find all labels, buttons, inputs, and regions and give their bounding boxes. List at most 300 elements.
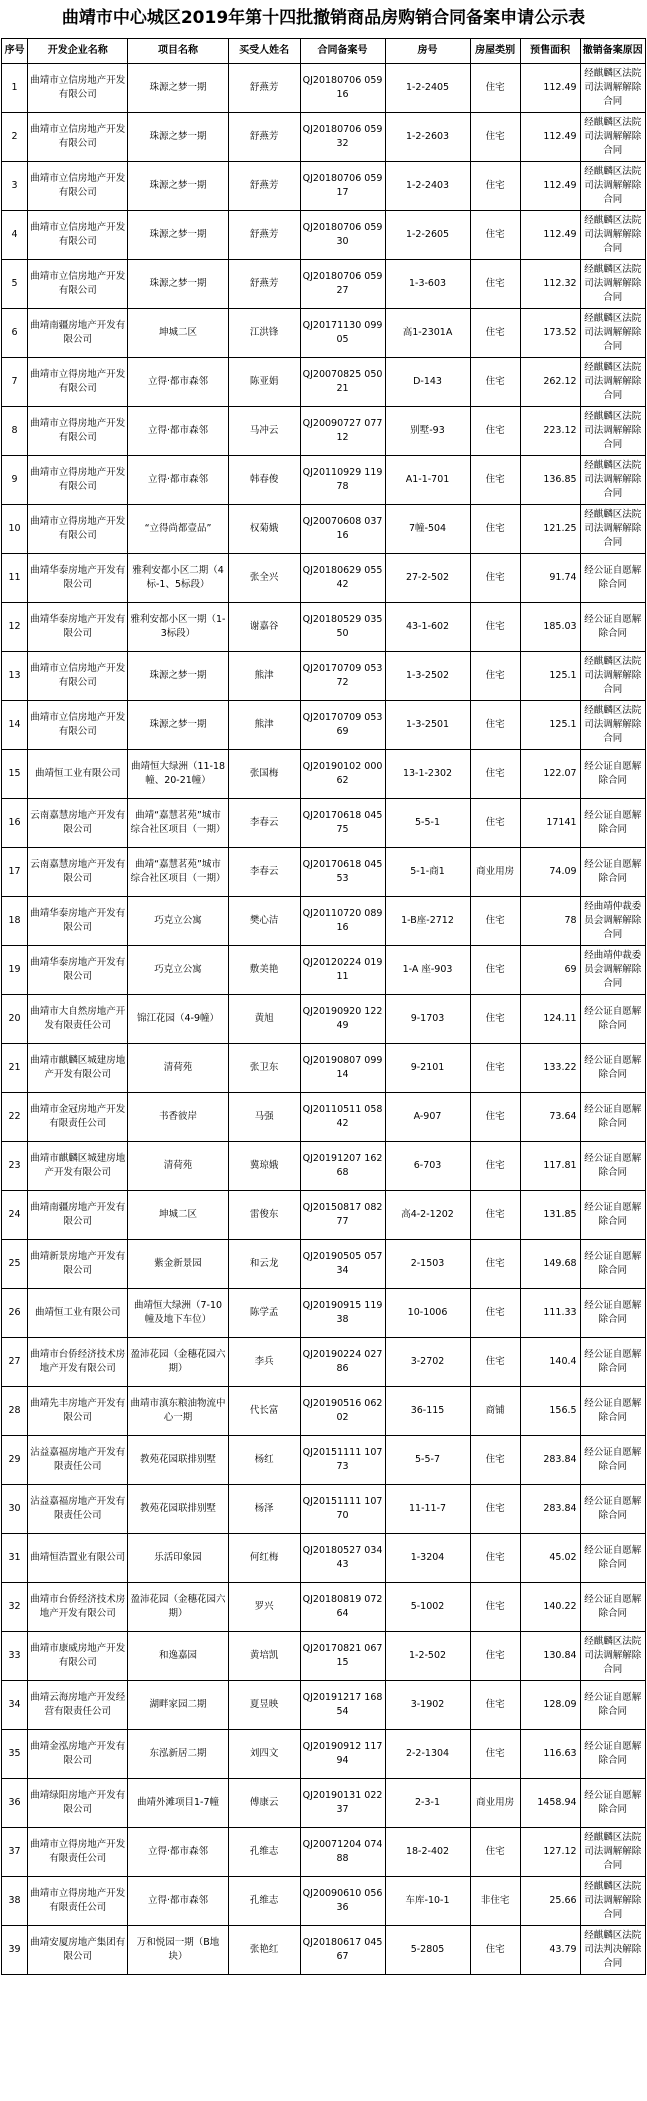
cell-seq: 23 — [2, 1142, 28, 1191]
cell-contract-no: QJ20090727 07712 — [300, 407, 385, 456]
cell-cancel-reason: 经公证自愿解除合同 — [580, 1044, 645, 1093]
cell-presale-area: 91.74 — [520, 554, 580, 603]
cell-contract-no: QJ20190807 09914 — [300, 1044, 385, 1093]
cell-property-type: 住宅 — [470, 1583, 520, 1632]
cell-room-no: 9-1703 — [385, 995, 470, 1044]
cell-contract-no: QJ20180819 07264 — [300, 1583, 385, 1632]
cell-property-type: 住宅 — [470, 1730, 520, 1779]
cell-contract-no: QJ20190915 11938 — [300, 1289, 385, 1338]
cell-buyer: 张卫东 — [228, 1044, 300, 1093]
cell-project: 曲靖恒大绿洲（7-10幢及地下车位） — [128, 1289, 228, 1338]
cell-property-type: 住宅 — [470, 1632, 520, 1681]
cell-project: 立得·都市森邻 — [128, 1828, 228, 1877]
cell-property-type: 住宅 — [470, 750, 520, 799]
cell-buyer: 舒燕芳 — [228, 162, 300, 211]
table-row — [2, 897, 646, 946]
cell-room-no: 18-2-402 — [385, 1828, 470, 1877]
table-body — [2, 64, 646, 1975]
cell-seq: 33 — [2, 1632, 28, 1681]
table-row — [2, 750, 646, 799]
cell-project: 雅利安都小区二期（4标-1、5标段） — [128, 554, 228, 603]
cell-buyer: 黄培凯 — [228, 1632, 300, 1681]
cell-seq: 9 — [2, 456, 28, 505]
cell-seq: 21 — [2, 1044, 28, 1093]
cell-presale-area: 17141 — [520, 799, 580, 848]
cell-contract-no: QJ20190912 11794 — [300, 1730, 385, 1779]
cell-contract-no: QJ20171130 09905 — [300, 309, 385, 358]
cell-cancel-reason: 经公证自愿解除合同 — [580, 603, 645, 652]
cell-seq: 16 — [2, 799, 28, 848]
cell-project: 珠源之梦一期 — [128, 113, 228, 162]
column-header-room-no: 房号 — [385, 39, 470, 64]
cell-contract-no: QJ20151111 10770 — [300, 1485, 385, 1534]
cell-developer: 曲靖市立信房地产开发有限公司 — [28, 162, 128, 211]
cell-developer: 曲靖市立信房地产开发有限公司 — [28, 701, 128, 750]
cell-contract-no: QJ20110720 08916 — [300, 897, 385, 946]
cell-project: 曲靖外滩项目1-7幢 — [128, 1779, 228, 1828]
cell-property-type: 住宅 — [470, 1681, 520, 1730]
cell-buyer: 冀琼娥 — [228, 1142, 300, 1191]
cell-contract-no: QJ20170618 04575 — [300, 799, 385, 848]
cell-cancel-reason: 经麒麟区法院司法调解解除合同 — [580, 652, 645, 701]
cell-seq: 35 — [2, 1730, 28, 1779]
cell-seq: 30 — [2, 1485, 28, 1534]
cell-buyer: 马冲云 — [228, 407, 300, 456]
cell-property-type: 住宅 — [470, 1240, 520, 1289]
cell-developer: 曲靖市立得房地产开发有限公司 — [28, 358, 128, 407]
cell-presale-area: 133.22 — [520, 1044, 580, 1093]
cell-contract-no: QJ20190224 02786 — [300, 1338, 385, 1387]
cell-seq: 29 — [2, 1436, 28, 1485]
cell-contract-no: QJ20180706 05916 — [300, 64, 385, 113]
cell-buyer: 代长富 — [228, 1387, 300, 1436]
cell-room-no: A-907 — [385, 1093, 470, 1142]
cell-room-no: 11-11-7 — [385, 1485, 470, 1534]
cell-seq: 18 — [2, 897, 28, 946]
cell-cancel-reason: 经麒麟区法院司法调解解除合同 — [580, 64, 645, 113]
cell-project: 珠源之梦一期 — [128, 260, 228, 309]
cell-buyer: 刘四文 — [228, 1730, 300, 1779]
cell-seq: 11 — [2, 554, 28, 603]
cell-room-no: 2-3-1 — [385, 1779, 470, 1828]
cell-developer: 曲靖绿阳房地产开发有限公司 — [28, 1779, 128, 1828]
cell-property-type: 住宅 — [470, 946, 520, 995]
cell-buyer: 樊心洁 — [228, 897, 300, 946]
cell-buyer: 夏昱映 — [228, 1681, 300, 1730]
cell-developer: 云南嘉慧房地产开发有限公司 — [28, 848, 128, 897]
cell-developer: 曲靖市立信房地产开发有限公司 — [28, 652, 128, 701]
table-header-row — [2, 39, 646, 64]
cell-seq: 19 — [2, 946, 28, 995]
column-header-developer: 开发企业名称 — [28, 39, 128, 64]
table-row — [2, 1485, 646, 1534]
table-row — [2, 1730, 646, 1779]
cell-contract-no: QJ20070608 03716 — [300, 505, 385, 554]
cell-cancel-reason: 经公证自愿解除合同 — [580, 1191, 645, 1240]
table-row — [2, 1289, 646, 1338]
cell-seq: 36 — [2, 1779, 28, 1828]
cell-property-type: 住宅 — [470, 407, 520, 456]
table-row — [2, 1534, 646, 1583]
table-row — [2, 260, 646, 309]
cancellation-table — [1, 38, 646, 1975]
column-header-buyer: 买受人姓名 — [228, 39, 300, 64]
cell-seq: 13 — [2, 652, 28, 701]
cell-property-type: 商业用房 — [470, 1779, 520, 1828]
cell-presale-area: 121.25 — [520, 505, 580, 554]
cell-developer: 曲靖新景房地产开发有限公司 — [28, 1240, 128, 1289]
cell-presale-area: 74.09 — [520, 848, 580, 897]
cell-cancel-reason: 经麒麟区法院司法调解解除合同 — [580, 1632, 645, 1681]
cell-developer: 曲靖市立信房地产开发有限公司 — [28, 113, 128, 162]
cell-buyer: 李春云 — [228, 799, 300, 848]
cell-presale-area: 78 — [520, 897, 580, 946]
cell-presale-area: 25.66 — [520, 1877, 580, 1926]
cell-contract-no: QJ20120224 01911 — [300, 946, 385, 995]
table-row — [2, 407, 646, 456]
cell-buyer: 黄旭 — [228, 995, 300, 1044]
table-row — [2, 113, 646, 162]
cell-seq: 6 — [2, 309, 28, 358]
cell-cancel-reason: 经麒麟区法院司法调解解除合同 — [580, 505, 645, 554]
cell-cancel-reason: 经公证自愿解除合同 — [580, 995, 645, 1044]
cell-seq: 31 — [2, 1534, 28, 1583]
cell-contract-no: QJ20110929 11978 — [300, 456, 385, 505]
cell-cancel-reason: 经麒麟区法院司法调解解除合同 — [580, 309, 645, 358]
table-row — [2, 1681, 646, 1730]
column-header-seq: 序号 — [2, 39, 28, 64]
table-row — [2, 1583, 646, 1632]
cell-project: 乐活印象园 — [128, 1534, 228, 1583]
table-row — [2, 1436, 646, 1485]
cell-contract-no: QJ20190131 02237 — [300, 1779, 385, 1828]
cell-presale-area: 122.07 — [520, 750, 580, 799]
cell-room-no: 1-3-2502 — [385, 652, 470, 701]
cell-property-type: 非住宅 — [470, 1877, 520, 1926]
cell-presale-area: 130.84 — [520, 1632, 580, 1681]
cell-seq: 8 — [2, 407, 28, 456]
cell-cancel-reason: 经曲靖仲裁委员会调解解除合同 — [580, 897, 645, 946]
cell-presale-area: 125.1 — [520, 701, 580, 750]
cell-seq: 14 — [2, 701, 28, 750]
cell-seq: 26 — [2, 1289, 28, 1338]
cell-cancel-reason: 经公证自愿解除合同 — [580, 1779, 645, 1828]
cell-cancel-reason: 经公证自愿解除合同 — [580, 1289, 645, 1338]
cell-property-type: 住宅 — [470, 260, 520, 309]
cell-seq: 4 — [2, 211, 28, 260]
cell-developer: 曲靖市麒麟区城建房地产开发有限公司 — [28, 1044, 128, 1093]
cell-cancel-reason: 经公证自愿解除合同 — [580, 1681, 645, 1730]
cell-buyer: 李兵 — [228, 1338, 300, 1387]
cell-contract-no: QJ20151111 10773 — [300, 1436, 385, 1485]
cell-project: 曲靖“嘉慧茗苑”城市综合社区项目（一期） — [128, 799, 228, 848]
cell-developer: 曲靖市立得房地产开发有限责任公司 — [28, 1877, 128, 1926]
table-row — [2, 995, 646, 1044]
cell-room-no: 2-1503 — [385, 1240, 470, 1289]
cell-property-type: 住宅 — [470, 897, 520, 946]
table-row — [2, 1240, 646, 1289]
cell-property-type: 住宅 — [470, 701, 520, 750]
cell-presale-area: 173.52 — [520, 309, 580, 358]
column-header-cancel-reason: 撤销备案原因 — [580, 39, 645, 64]
cell-property-type: 住宅 — [470, 1926, 520, 1975]
cell-contract-no: QJ20191217 16854 — [300, 1681, 385, 1730]
cell-presale-area: 112.49 — [520, 211, 580, 260]
cell-project: 立得·都市森邻 — [128, 358, 228, 407]
cell-presale-area: 117.81 — [520, 1142, 580, 1191]
cell-cancel-reason: 经公证自愿解除合同 — [580, 554, 645, 603]
cell-buyer: 张国梅 — [228, 750, 300, 799]
cell-presale-area: 116.63 — [520, 1730, 580, 1779]
table-row — [2, 848, 646, 897]
cell-developer: 曲靖华泰房地产开发有限公司 — [28, 554, 128, 603]
cell-property-type: 住宅 — [470, 1338, 520, 1387]
cell-contract-no: QJ20170618 04553 — [300, 848, 385, 897]
cell-room-no: 1-3204 — [385, 1534, 470, 1583]
cell-developer: 云南嘉慧房地产开发有限公司 — [28, 799, 128, 848]
cell-room-no: 43-1-602 — [385, 603, 470, 652]
cell-developer: 曲靖恒工业有限公司 — [28, 750, 128, 799]
cell-property-type: 住宅 — [470, 309, 520, 358]
cell-contract-no: QJ20190516 06202 — [300, 1387, 385, 1436]
cell-room-no: 别墅-93 — [385, 407, 470, 456]
column-header-contract-no: 合同备案号 — [300, 39, 385, 64]
table-row — [2, 1338, 646, 1387]
table-row — [2, 456, 646, 505]
cell-seq: 38 — [2, 1877, 28, 1926]
cell-project: 盈沛花园（金穗花园六期） — [128, 1583, 228, 1632]
cell-property-type: 商铺 — [470, 1387, 520, 1436]
cell-property-type: 住宅 — [470, 1289, 520, 1338]
table-row — [2, 946, 646, 995]
cell-property-type: 住宅 — [470, 603, 520, 652]
cell-room-no: 1-3-2501 — [385, 701, 470, 750]
cell-seq: 12 — [2, 603, 28, 652]
cell-project: 书香彼岸 — [128, 1093, 228, 1142]
column-header-presale-area: 预售面积 — [520, 39, 580, 64]
cell-developer: 沾益嘉福房地产开发有限责任公司 — [28, 1436, 128, 1485]
cell-room-no: A1-1-701 — [385, 456, 470, 505]
cell-property-type: 住宅 — [470, 64, 520, 113]
cell-contract-no: QJ20190102 00062 — [300, 750, 385, 799]
cell-developer: 曲靖先丰房地产开发有限公司 — [28, 1387, 128, 1436]
cell-developer: 曲靖南疆房地产开发有限公司 — [28, 1191, 128, 1240]
table-row — [2, 211, 646, 260]
cell-developer: 曲靖市立得房地产开发有限公司 — [28, 407, 128, 456]
cell-project: 曲靖市滇东粮油物流中心一期 — [128, 1387, 228, 1436]
cell-presale-area: 69 — [520, 946, 580, 995]
cell-developer: 曲靖恒工业有限公司 — [28, 1289, 128, 1338]
cell-presale-area: 112.49 — [520, 162, 580, 211]
cell-project: 珠源之梦一期 — [128, 162, 228, 211]
cell-project: 巧克立公寓 — [128, 946, 228, 995]
cell-room-no: 13-1-2302 — [385, 750, 470, 799]
cell-buyer: 张全兴 — [228, 554, 300, 603]
cell-buyer: 张艳红 — [228, 1926, 300, 1975]
cell-buyer: 何红梅 — [228, 1534, 300, 1583]
cell-contract-no: QJ20070825 05021 — [300, 358, 385, 407]
cell-contract-no: QJ20180706 05927 — [300, 260, 385, 309]
table-row — [2, 1779, 646, 1828]
cell-contract-no: QJ20110511 05842 — [300, 1093, 385, 1142]
cell-presale-area: 223.12 — [520, 407, 580, 456]
cell-cancel-reason: 经公证自愿解除合同 — [580, 848, 645, 897]
cell-developer: 曲靖市立得房地产开发有限公司 — [28, 456, 128, 505]
cell-contract-no: QJ20170709 05372 — [300, 652, 385, 701]
cell-cancel-reason: 经麒麟区法院司法调解解除合同 — [580, 113, 645, 162]
table-row — [2, 701, 646, 750]
cell-presale-area: 127.12 — [520, 1828, 580, 1877]
cell-room-no: 6-703 — [385, 1142, 470, 1191]
cell-buyer: 杨泽 — [228, 1485, 300, 1534]
cell-project: 盈沛花园（金穗花园六期） — [128, 1338, 228, 1387]
cell-cancel-reason: 经麒麟区法院司法调解解除合同 — [580, 456, 645, 505]
cell-developer: 曲靖华泰房地产开发有限公司 — [28, 603, 128, 652]
cell-buyer: 罗兴 — [228, 1583, 300, 1632]
cell-buyer: 和云龙 — [228, 1240, 300, 1289]
cell-buyer: 孔维志 — [228, 1877, 300, 1926]
cell-project: 清荷苑 — [128, 1044, 228, 1093]
cell-property-type: 住宅 — [470, 1093, 520, 1142]
cell-presale-area: 185.03 — [520, 603, 580, 652]
cell-buyer: 舒燕芳 — [228, 260, 300, 309]
cell-project: 立得·都市森邻 — [128, 456, 228, 505]
cell-project: 坤城二区 — [128, 1191, 228, 1240]
cell-room-no: 5-5-7 — [385, 1436, 470, 1485]
cell-presale-area: 43.79 — [520, 1926, 580, 1975]
table-row — [2, 1387, 646, 1436]
cell-project: 珠源之梦一期 — [128, 701, 228, 750]
column-header-project: 项目名称 — [128, 39, 228, 64]
cell-project: 东泓新居二期 — [128, 1730, 228, 1779]
cell-room-no: 3-2702 — [385, 1338, 470, 1387]
cell-developer: 曲靖市金冠房地产开发有限责任公司 — [28, 1093, 128, 1142]
cell-contract-no: QJ20170821 06715 — [300, 1632, 385, 1681]
table-row — [2, 1926, 646, 1975]
cell-project: 立得·都市森邻 — [128, 1877, 228, 1926]
cell-cancel-reason: 经公证自愿解除合同 — [580, 1338, 645, 1387]
cell-cancel-reason: 经麒麟区法院司法调解解除合同 — [580, 211, 645, 260]
cell-buyer: 马强 — [228, 1093, 300, 1142]
cell-cancel-reason: 经公证自愿解除合同 — [580, 1485, 645, 1534]
cell-cancel-reason: 经曲靖仲裁委员会调解解除合同 — [580, 946, 645, 995]
cell-presale-area: 283.84 — [520, 1436, 580, 1485]
cell-contract-no: QJ20071204 07488 — [300, 1828, 385, 1877]
cell-seq: 5 — [2, 260, 28, 309]
cell-cancel-reason: 经麒麟区法院司法调解解除合同 — [580, 162, 645, 211]
cell-contract-no: QJ20180617 04567 — [300, 1926, 385, 1975]
table-row — [2, 1828, 646, 1877]
cell-property-type: 商业用房 — [470, 848, 520, 897]
cell-presale-area: 131.85 — [520, 1191, 580, 1240]
column-header-property-type: 房屋类别 — [470, 39, 520, 64]
cell-developer: 曲靖市立信房地产开发有限公司 — [28, 211, 128, 260]
cell-room-no: 2-2-1304 — [385, 1730, 470, 1779]
cell-property-type: 住宅 — [470, 456, 520, 505]
cell-project: 锦江花园（4-9幢） — [128, 995, 228, 1044]
cell-buyer: 韩春俊 — [228, 456, 300, 505]
cell-presale-area: 125.1 — [520, 652, 580, 701]
cell-room-no: D-143 — [385, 358, 470, 407]
cell-presale-area: 112.32 — [520, 260, 580, 309]
cell-buyer: 江洪锋 — [228, 309, 300, 358]
cell-presale-area: 124.11 — [520, 995, 580, 1044]
cell-cancel-reason: 经公证自愿解除合同 — [580, 1093, 645, 1142]
cell-room-no: 高1-2301A — [385, 309, 470, 358]
cell-property-type: 住宅 — [470, 799, 520, 848]
cell-cancel-reason: 经麒麟区法院司法调解解除合同 — [580, 407, 645, 456]
cell-presale-area: 1458.94 — [520, 1779, 580, 1828]
cell-buyer: 雷俊东 — [228, 1191, 300, 1240]
cell-room-no: 10-1006 — [385, 1289, 470, 1338]
cell-room-no: 1-2-2603 — [385, 113, 470, 162]
cell-buyer: 李春云 — [228, 848, 300, 897]
cell-project: 雅利安都小区一期（1-3标段） — [128, 603, 228, 652]
cell-developer: 曲靖恒浩置业有限公司 — [28, 1534, 128, 1583]
cell-room-no: 5-1-商1 — [385, 848, 470, 897]
cell-seq: 20 — [2, 995, 28, 1044]
cell-seq: 28 — [2, 1387, 28, 1436]
cell-contract-no: QJ20150817 08277 — [300, 1191, 385, 1240]
cell-seq: 27 — [2, 1338, 28, 1387]
cell-room-no: 1-2-502 — [385, 1632, 470, 1681]
cell-contract-no: QJ20190920 12249 — [300, 995, 385, 1044]
cell-cancel-reason: 经麒麟区法院司法判决解除合同 — [580, 1926, 645, 1975]
cell-contract-no: QJ20180527 03443 — [300, 1534, 385, 1583]
cell-presale-area: 45.02 — [520, 1534, 580, 1583]
table-row — [2, 1093, 646, 1142]
cell-cancel-reason: 经公证自愿解除合同 — [580, 1583, 645, 1632]
cell-seq: 37 — [2, 1828, 28, 1877]
cell-property-type: 住宅 — [470, 1534, 520, 1583]
cell-room-no: 1-B座-2712 — [385, 897, 470, 946]
cell-property-type: 住宅 — [470, 995, 520, 1044]
cell-room-no: 5-1002 — [385, 1583, 470, 1632]
table-row — [2, 1191, 646, 1240]
cell-project: 万和悦园一期（B地块） — [128, 1926, 228, 1975]
cell-presale-area: 111.33 — [520, 1289, 580, 1338]
cell-buyer: 权菊娥 — [228, 505, 300, 554]
cell-cancel-reason: 经公证自愿解除合同 — [580, 1240, 645, 1289]
cell-contract-no: QJ20090610 05636 — [300, 1877, 385, 1926]
cell-property-type: 住宅 — [470, 1044, 520, 1093]
cell-property-type: 住宅 — [470, 211, 520, 260]
cell-cancel-reason: 经公证自愿解除合同 — [580, 1534, 645, 1583]
cell-contract-no: QJ20180706 05917 — [300, 162, 385, 211]
cell-property-type: 住宅 — [470, 1436, 520, 1485]
cell-project: 珠源之梦一期 — [128, 652, 228, 701]
table-row — [2, 1044, 646, 1093]
cell-buyer: 孔维志 — [228, 1828, 300, 1877]
cell-property-type: 住宅 — [470, 162, 520, 211]
cell-room-no: 9-2101 — [385, 1044, 470, 1093]
cell-buyer: 杨红 — [228, 1436, 300, 1485]
table-row — [2, 64, 646, 113]
cell-cancel-reason: 经公证自愿解除合同 — [580, 1387, 645, 1436]
cell-seq: 1 — [2, 64, 28, 113]
cell-buyer: 熊津 — [228, 701, 300, 750]
cell-room-no: 27-2-502 — [385, 554, 470, 603]
cell-cancel-reason: 经麒麟区法院司法调解解除合同 — [580, 358, 645, 407]
cell-presale-area: 283.84 — [520, 1485, 580, 1534]
cell-developer: 曲靖华泰房地产开发有限公司 — [28, 897, 128, 946]
cell-seq: 7 — [2, 358, 28, 407]
cell-developer: 曲靖市麒麟区城建房地产开发有限公司 — [28, 1142, 128, 1191]
cell-room-no: 高4-2-1202 — [385, 1191, 470, 1240]
table-row — [2, 505, 646, 554]
table-row — [2, 652, 646, 701]
cell-contract-no: QJ20191207 16268 — [300, 1142, 385, 1191]
